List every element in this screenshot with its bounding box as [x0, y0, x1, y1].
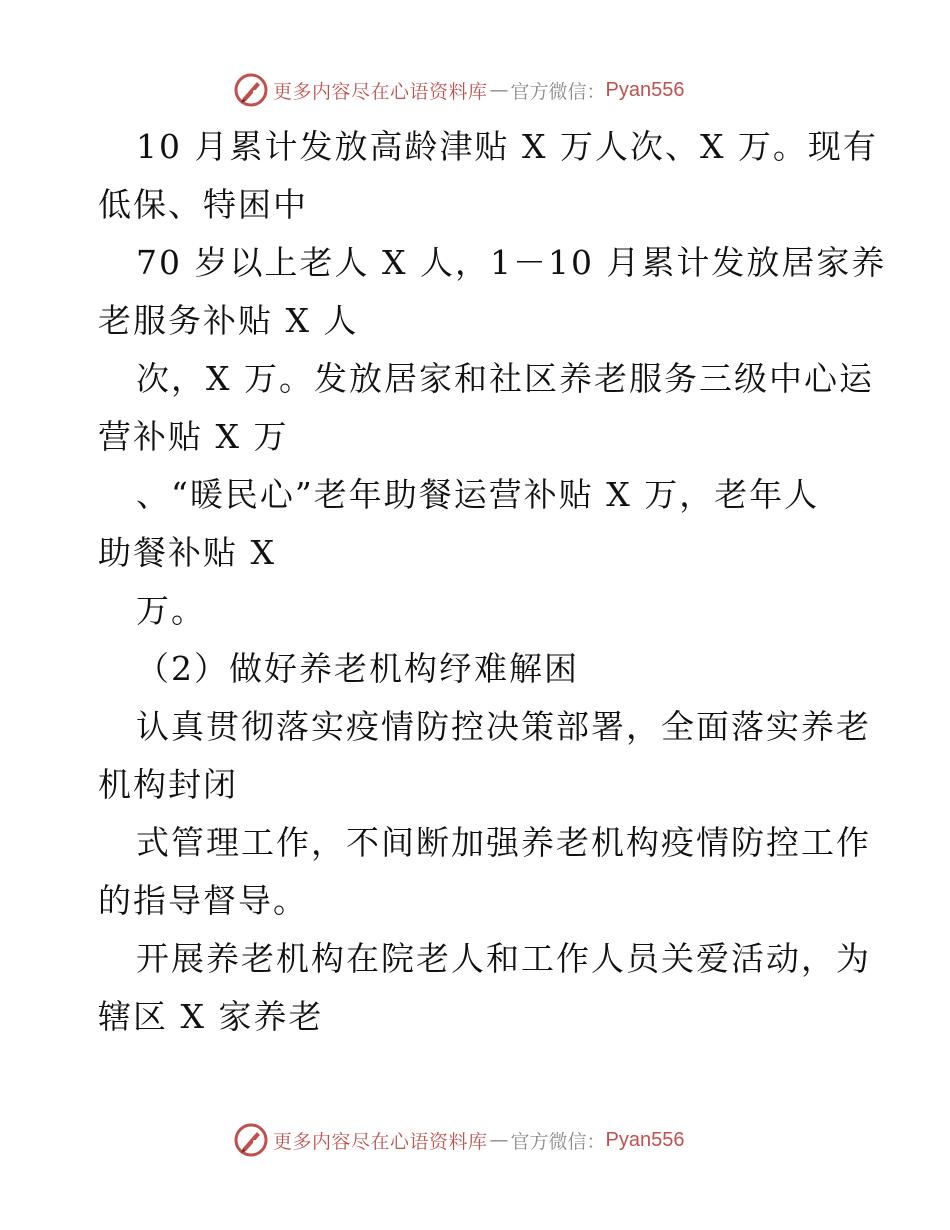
text-line: 的指导督导。	[98, 881, 308, 920]
pen-logo-icon	[233, 72, 269, 108]
watermark-label: 官方微信：	[510, 1130, 606, 1153]
text-line: 低保、特困中	[98, 185, 308, 224]
text-line: 、“暖民心”老年助餐运营补贴 X 万，老年人	[136, 475, 820, 514]
text-line: 机构封闭	[98, 765, 238, 804]
text-line: 老服务补贴 X 人	[98, 301, 359, 340]
text-line: 次，X 万。发放居家和社区养老服务三级中心运	[136, 359, 874, 398]
footer-watermark	[233, 1120, 685, 1160]
text-line: 式管理工作，不间断加强养老机构疫情防控工作	[136, 823, 871, 862]
watermark-wechat-id: Pyan556	[605, 78, 685, 101]
pen-logo-icon	[233, 1122, 269, 1158]
text-line: 营补贴 X 万	[98, 417, 289, 456]
document-body	[98, 118, 887, 1046]
watermark-label: 官方微信：	[510, 80, 606, 103]
text-line: 辖区 X 家养老	[98, 997, 324, 1036]
watermark-separator: —	[489, 1129, 509, 1151]
text-line: 开展养老机构在院老人和工作人员关爱活动，为	[136, 939, 871, 978]
header-watermark	[233, 70, 685, 110]
watermark-text: 更多内容尽在心语资料库	[273, 80, 488, 103]
text-line: 10 月累计发放高龄津贴 X 万人次、X 万。现有	[136, 127, 878, 166]
section-heading: （2）做好养老机构纾难解困	[136, 649, 579, 688]
watermark-separator: —	[489, 79, 509, 101]
text-line: 助餐补贴 X	[98, 533, 276, 572]
watermark-wechat-id: Pyan556	[605, 1128, 685, 1151]
watermark-text: 更多内容尽在心语资料库	[273, 1130, 488, 1153]
text-line: 70 岁以上老人 X 人，1－10 月累计发放居家养	[136, 243, 887, 282]
text-line: 万。	[136, 591, 206, 630]
text-line: 认真贯彻落实疫情防控决策部署，全面落实养老	[136, 707, 871, 746]
